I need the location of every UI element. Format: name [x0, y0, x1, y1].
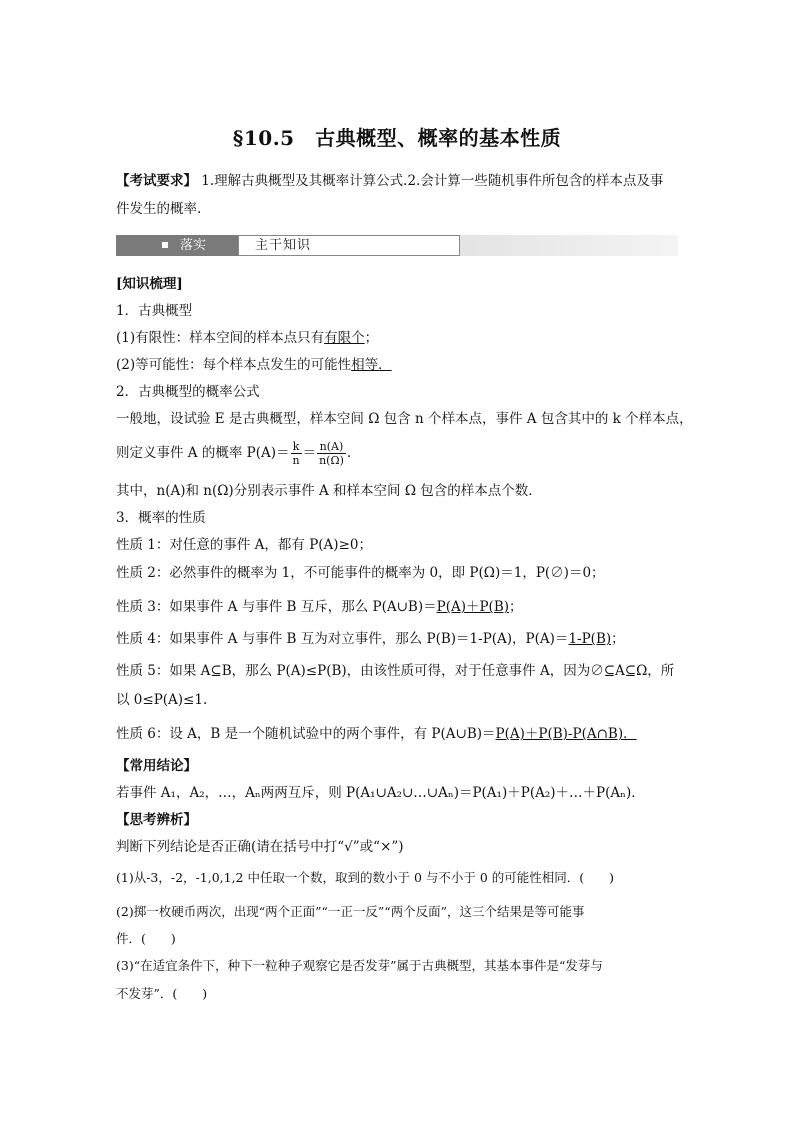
exam-requirements-text: 1.理解古典概型及其概率计算公式.2.会计算一些随机事件所包含的样本点及事 — [201, 173, 664, 189]
banner-light-label: 主干知识 — [255, 238, 312, 253]
banner-dark-tab — [116, 235, 238, 256]
thinking-intro: 判断下列结论是否正确(请在括号中打“√”或“×”) — [116, 839, 404, 855]
formula-end: . — [346, 445, 352, 461]
property-3-answer: P(A)＋P(B) — [436, 599, 510, 615]
question-3-line-1: (3)“在适宜条件下，种下一粒种子观察它是否发芽”属于古典概型，其基本事件是“发芽与 — [116, 958, 603, 973]
formula-line-1: 一般地，设试验 E 是古典概型，样本空间 Ω 包含 n 个样本点，事件 A 包含其中的 k 个样本点， — [116, 411, 693, 427]
property-4-answer: 1-P(B) — [568, 631, 612, 647]
equal-likelihood-line — [116, 355, 681, 375]
property-6 — [116, 724, 681, 744]
property-3-text: 性质 3：如果事件 A 与事件 B 互斥，那么 P(A∪B)＝ — [116, 599, 437, 615]
property-4-end: ； — [611, 631, 625, 647]
section-3-heading: 3．概率的性质 — [116, 510, 206, 526]
equal-likelihood-answer: 相等． — [351, 357, 392, 373]
question-3-line-2: 不发芽”．( ) — [116, 986, 208, 1001]
thinking-header: 【思考辨析】 — [116, 812, 197, 828]
knowledge-header: [知识梳理] — [116, 276, 183, 292]
conclusion-text: 若事件 A₁，A₂，…，Aₙ两两互斥，则 P(A₁∪A₂∪…∪Aₙ)＝P(A₁)＋P(A₂)＋…＋P(Aₙ)． — [116, 785, 645, 801]
equals-sign: ＝ — [302, 445, 317, 461]
property-6-answer: P(A)＋P(B)-P(A∩B)． — [495, 726, 637, 742]
page-title: §10.5 古典概型、概率的基本性质 — [232, 126, 562, 150]
fraction-nA-over-nOmega — [317, 440, 346, 467]
conclusion-header: 【常用结论】 — [116, 758, 197, 774]
square-bullet-icon — [162, 242, 168, 248]
finiteness-line — [116, 328, 681, 348]
exam-requirements-line-2: 件发生的概率. — [116, 201, 202, 217]
property-5-line-1: 性质 5：如果 A⊆B，那么 P(A)≤P(B)，由该性质可得，对于任意事件 A，因为∅⊆A⊆Ω，所 — [116, 663, 675, 679]
property-2: 性质 2：必然事件的概率为 1，不可能事件的概率为 0，即 P(Ω)＝1，P(∅)＝0； — [116, 565, 605, 581]
formula-text: 则定义事件 A 的概率 P(A)＝ — [116, 445, 290, 461]
property-4-text: 性质 4：如果事件 A 与事件 B 互为对立事件，那么 P(B)＝1-P(A)，P(A)＝ — [116, 631, 569, 647]
exam-requirements-line-1 — [116, 171, 681, 191]
property-3-end: ； — [509, 599, 523, 615]
fraction-k-over-n — [291, 440, 302, 467]
banner-light-tab — [238, 235, 460, 256]
formula-line-3: 其中，n(A)和 n(Ω)分别表示事件 A 和样本空间 Ω 包含的样本点个数． — [116, 483, 542, 499]
fraction-1-numerator: k — [291, 440, 302, 454]
section-banner — [116, 235, 678, 256]
finiteness-end: ； — [364, 330, 379, 346]
fraction-1-denominator: n — [292, 454, 300, 467]
exam-requirements-label: 【考试要求】 — [116, 173, 197, 189]
formula-line-2 — [116, 437, 681, 469]
fraction-2-denominator: n(Ω) — [319, 454, 344, 467]
section-1-heading: 1．古典概型 — [116, 303, 193, 319]
property-1: 性质 1：对任意的事件 A，都有 P(A)≥0； — [116, 537, 372, 553]
property-5-line-2: 以 0≤P(A)≤1. — [116, 692, 208, 708]
fraction-2-numerator: n(A) — [317, 440, 346, 454]
equal-likelihood-text: (2)等可能性：每个样本点发生的可能性 — [116, 357, 352, 373]
finiteness-text: (1)有限性：样本空间的样本点只有 — [116, 330, 325, 346]
property-6-text: 性质 6：设 A，B 是一个随机试验中的两个事件，有 P(A∪B)＝ — [116, 726, 496, 742]
property-3 — [116, 597, 681, 617]
question-2-line-2: 件．( ) — [116, 931, 176, 946]
property-4 — [116, 629, 681, 649]
question-2-line-1: (2)掷一枚硬币两次，出现“两个正面”“一正一反”“两个反面”，这三个结果是等可能事 — [116, 904, 585, 919]
banner-dark-label: 落实 — [180, 238, 207, 253]
question-1: (1)从-3，-2，-1,0,1,2 中任取一个数，取到的数小于 0 与不小于 0 的可能性相同．( ) — [116, 870, 615, 885]
finiteness-answer: 有限个 — [324, 330, 365, 346]
section-2-heading: 2．古典概型的概率公式 — [116, 384, 260, 400]
